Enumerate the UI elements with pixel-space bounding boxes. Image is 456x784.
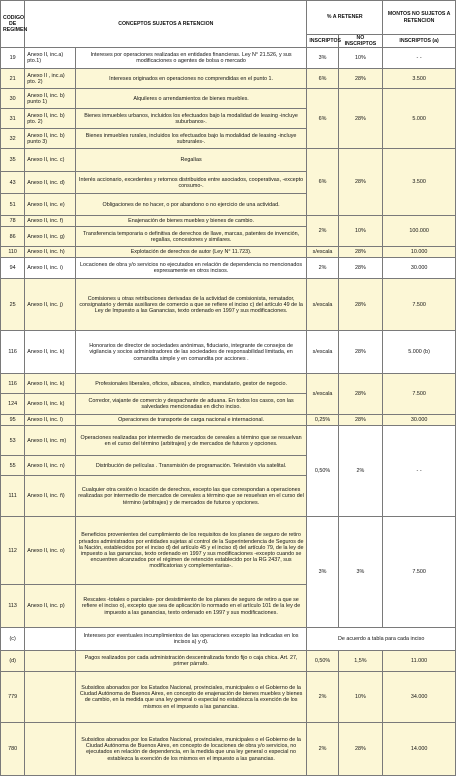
row-code: 111 bbox=[1, 476, 25, 517]
row-ref bbox=[25, 628, 76, 651]
row-monto: 11.000 bbox=[383, 651, 456, 672]
row-ref: Anexo II, inc. b) punto 3) bbox=[25, 129, 76, 149]
header-inscriptos-a: INSCRIPTOS (a) bbox=[383, 35, 456, 48]
row-no-inscriptos: 28% bbox=[338, 258, 382, 279]
row-code: 32 bbox=[1, 129, 25, 149]
row-concept: Beneficios provenientes del cumplimiento de los requisitos de los planes de seguro de retiro privados administrados por entidades sujetas al control de la Superintendencia de Seguros de la Nación, establecidos por el inciso d) del artículo 45 y el inciso d) del artículo 79, de la ley de impuesto a las ganancias, texto ordenado en 1997 y sus modificaciones -excepto cuando se encuentren alcanzados por el régimen de retención establecido por la RG 2437, sus modificatorias y complementarias-. bbox=[75, 517, 307, 585]
group-fg-no-inscriptos: 10% bbox=[338, 216, 382, 247]
row-concept: Comisiones u otras retribuciones derivadas de la actividad de comisionista, rematador, consignatario y demás auxiliares de comercio a que se refiere el inciso c) del artículo 49 de la Ley de Impuesto a las Ganancias, texto ordenado en 1997 y sus modificaciones. bbox=[75, 279, 307, 331]
row-concept: Intereses por operaciones realizadas en entidades financieras. Ley N° 21.526, y sus modificaciones o agentes de bolsa o mercado bbox=[75, 48, 307, 69]
row-ref: Anexo II, inc. ñ) bbox=[25, 476, 76, 517]
row-ref bbox=[25, 672, 76, 723]
row-concept: Locaciones de obra y/o servicios no ejecutados en relación de dependencia no mencionados expresamente en otros incisos. bbox=[75, 258, 307, 279]
row-concept: Distribución de películas . Transmisión de programación. Televisión vía satelital. bbox=[75, 456, 307, 476]
row-concept: Enajenación de bienes muebles y bienes de cambio. bbox=[75, 216, 307, 227]
table-row bbox=[1, 723, 456, 776]
row-monto: 5.000 (b) bbox=[383, 331, 456, 374]
row-concept: Operaciones de transporte de carga nacional e internacional. bbox=[75, 415, 307, 426]
row-concept: Intereses originados en operaciones no comprendidas en el punto 1. bbox=[75, 69, 307, 89]
row-code: 116 bbox=[1, 374, 25, 394]
header-conceptos: CONCEPTOS SUJETOS A RETENCION bbox=[25, 1, 307, 48]
group-op-inscriptos: 3% bbox=[307, 517, 338, 628]
group-b-no-inscriptos: 28% bbox=[338, 89, 382, 149]
header-codigo: CODIGO DE REGIMEN bbox=[1, 1, 25, 48]
table-row bbox=[1, 89, 456, 109]
row-ref bbox=[25, 651, 76, 672]
group-k-no-inscriptos: 28% bbox=[338, 374, 382, 415]
row-no-inscriptos: 10% bbox=[338, 48, 382, 69]
row-code: 779 bbox=[1, 672, 25, 723]
row-code: 94 bbox=[1, 258, 25, 279]
group-cde-inscriptos: 6% bbox=[307, 149, 338, 216]
row-concept: Subsidios abonados por los Estados Nacional, provinciales, municipales o el Gobierno de la Ciudad Autónoma de Buenos Aires, en concepto de enajenación de bienes muebles y bienes de cambio, en la medida que una ley general o especial no establezca la exención de los mismos en el impuesto a las ganancias. bbox=[75, 672, 307, 723]
row-code: 110 bbox=[1, 247, 25, 258]
row-code: 116 bbox=[1, 331, 25, 374]
row-ref: Anexo II, inc. k) bbox=[25, 374, 76, 394]
row-ref: Anexo II, inc. m) bbox=[25, 426, 76, 456]
table-row bbox=[1, 415, 456, 426]
row-code: 53 bbox=[1, 426, 25, 456]
group-fg-monto: 100.000 bbox=[383, 216, 456, 247]
row-concept: Honorarios de director de sociedades anónimas, fiduciario, integrante de consejos de vigilancia y socios administradores de las sociedades de responsabilidad limitada, en comandita simple y en comandita por acciones . bbox=[75, 331, 307, 374]
table-row bbox=[1, 279, 456, 331]
table-row bbox=[1, 651, 456, 672]
row-monto: 34.000 bbox=[383, 672, 456, 723]
table-row bbox=[1, 69, 456, 89]
row-code: (c) bbox=[1, 628, 25, 651]
group-k-monto: 7.500 bbox=[383, 374, 456, 415]
row-concept: Rescates -totales o parciales- por desistimiento de los planes de seguro de retiro a que se refiere el inciso o), excepto que sea de aplicación lo normado en el artículo 101 de la ley de impuesto a las ganancias, texto ordenado en 1997 y sus modificaciones. bbox=[75, 585, 307, 628]
table-row bbox=[1, 247, 456, 258]
row-code: 113 bbox=[1, 585, 25, 628]
row-concept: Explotación de derechos de autor (Ley N° 11.723). bbox=[75, 247, 307, 258]
row-code: 124 bbox=[1, 394, 25, 415]
row-ref: Anexo II, inc. o) bbox=[25, 517, 76, 585]
row-code: (d) bbox=[1, 651, 25, 672]
table-row bbox=[1, 48, 456, 69]
header-montos: MONTOS NO SUJETOS A RETENCION bbox=[383, 1, 456, 35]
row-code: 25 bbox=[1, 279, 25, 331]
group-op-monto: 7.500 bbox=[383, 517, 456, 628]
row-monto: 30.000 bbox=[383, 415, 456, 426]
row-no-inscriptos: 28% bbox=[338, 415, 382, 426]
row-code: 43 bbox=[1, 172, 25, 194]
row-no-inscriptos: 10% bbox=[338, 672, 382, 723]
group-mn-inscriptos: 0,50% bbox=[307, 426, 338, 517]
row-inscriptos: s/escala bbox=[307, 279, 338, 331]
group-cde-no-inscriptos: 28% bbox=[338, 149, 382, 216]
row-inscriptos: 2% bbox=[307, 672, 338, 723]
row-inscriptos: 3% bbox=[307, 48, 338, 69]
row-concept: Interés accionario, excedentes y retornos distribuidos entre asociados, cooperativas, -excepto consumo-. bbox=[75, 172, 307, 194]
row-inscriptos: 6% bbox=[307, 69, 338, 89]
row-concept: Intereses por eventuales incumplimientos de las operaciones excepto las indicadas en los incisos a) y d). bbox=[75, 628, 307, 651]
group-op-no-inscriptos: 3% bbox=[338, 517, 382, 628]
row-code: 30 bbox=[1, 89, 25, 109]
row-code: 78 bbox=[1, 216, 25, 227]
row-ref: Anexo II, inc. d) bbox=[25, 172, 76, 194]
row-concept: Profesionales liberales, oficios, albacea, síndico, mandatario, gestor de negocio. bbox=[75, 374, 307, 394]
header-pct-retener: % A RETENER bbox=[307, 1, 383, 35]
row-monto: 10.000 bbox=[383, 247, 456, 258]
row-monto: 14.000 bbox=[383, 723, 456, 776]
row-code: 112 bbox=[1, 517, 25, 585]
row-no-inscriptos: 28% bbox=[338, 279, 382, 331]
row-inscriptos: s/escala bbox=[307, 247, 338, 258]
group-b-monto: 5.000 bbox=[383, 89, 456, 149]
row-concept: Alquileres o arrendamientos de bienes muebles. bbox=[75, 89, 307, 109]
row-monto: 3.500 bbox=[383, 69, 456, 89]
row-ref: Anexo II, inc. j) bbox=[25, 279, 76, 331]
row-inscriptos: 2% bbox=[307, 258, 338, 279]
row-ref: Anexo II, inc. k) bbox=[25, 331, 76, 374]
row-ref: Anexo II, inc.a) pto.1) bbox=[25, 48, 76, 69]
table-row bbox=[1, 517, 456, 585]
row-code: 55 bbox=[1, 456, 25, 476]
row-ref: Anexo II, inc. c) bbox=[25, 149, 76, 172]
row-concept: Cualquier otra cesión o locación de derechos, excepto las que correspondan a operaciones realizadas por intermedio de mercados de cereales a término que se resuelvan en el curso del término (arbitrajes) y de mercados de futuros y opciones. bbox=[75, 476, 307, 517]
row-concept: Bienes inmuebles urbanos, incluidos los efectuados bajo la modalidad de leasing -incluye suburbanos-. bbox=[75, 109, 307, 129]
row-code: 35 bbox=[1, 149, 25, 172]
row-ref: Anexo II, inc. k) bbox=[25, 394, 76, 415]
row-ref: Anexo II, inc. p) bbox=[25, 585, 76, 628]
row-monto: 30.000 bbox=[383, 258, 456, 279]
row-ref: Anexo II , inc.a) pto. 2) bbox=[25, 69, 76, 89]
row-ref: Anexo II, inc. b) punto 1) bbox=[25, 89, 76, 109]
header-no-inscriptos: NO INSCRIPTOS bbox=[338, 35, 382, 48]
header-inscriptos: INSCRIPTOS bbox=[307, 35, 338, 48]
group-k-inscriptos: s/escala bbox=[307, 374, 338, 415]
group-fg-inscriptos: 2% bbox=[307, 216, 338, 247]
row-concept: Subsidios abonados por los Estados Nacional, provinciales, municipales o el Gobierno de la Ciudad Autónoma de Buenos Aires, en concepto de locaciones de obra y/o servicios, no ejecutados en relación de dependencia, en la medida que una ley general o especial no establezca la exención de los mismos en el impuesto a las ganancias. bbox=[75, 723, 307, 776]
group-cde-monto: 3.500 bbox=[383, 149, 456, 216]
row-ref: Anexo II, inc. i) bbox=[25, 258, 76, 279]
group-b-inscriptos: 6% bbox=[307, 89, 338, 149]
row-ref: Anexo II, inc. f) bbox=[25, 216, 76, 227]
table-row bbox=[1, 216, 456, 227]
row-concept: Operaciones realizadas por intermedio de mercados de cereales a término que se resuelvan en el curso del término (arbitrajes) y de mercados de futuros y opciones. bbox=[75, 426, 307, 456]
table-row bbox=[1, 258, 456, 279]
row-code: 95 bbox=[1, 415, 25, 426]
table-row bbox=[1, 672, 456, 723]
row-monto: - - bbox=[383, 48, 456, 69]
row-no-inscriptos: 1,5% bbox=[338, 651, 382, 672]
row-code: 51 bbox=[1, 194, 25, 216]
group-mn-monto: - - bbox=[383, 426, 456, 517]
row-inscriptos: 2% bbox=[307, 723, 338, 776]
row-ref: Anexo II, inc. b) pto. 2) bbox=[25, 109, 76, 129]
row-ref: Anexo II, inc. n) bbox=[25, 456, 76, 476]
row-inscriptos: 0,25% bbox=[307, 415, 338, 426]
row-inscriptos: 0,50% bbox=[307, 651, 338, 672]
row-concept: Regalías bbox=[75, 149, 307, 172]
row-merged-note: De acuerdo a tabla para cada inciso bbox=[307, 628, 456, 651]
row-no-inscriptos: 28% bbox=[338, 723, 382, 776]
row-no-inscriptos: 28% bbox=[338, 69, 382, 89]
row-code: 780 bbox=[1, 723, 25, 776]
row-inscriptos: s/escala bbox=[307, 331, 338, 374]
row-code: 86 bbox=[1, 227, 25, 247]
row-concept: Bienes inmuebles rurales, incluidos los efectuados bajo la modalidad de leasing -incluye subrurales-. bbox=[75, 129, 307, 149]
row-no-inscriptos: 28% bbox=[338, 331, 382, 374]
table-row bbox=[1, 426, 456, 456]
row-no-inscriptos: 28% bbox=[338, 247, 382, 258]
row-ref: Anexo II, inc. g) bbox=[25, 227, 76, 247]
row-monto: 7.500 bbox=[383, 279, 456, 331]
row-ref: Anexo II, inc. l) bbox=[25, 415, 76, 426]
table-row bbox=[1, 374, 456, 394]
row-ref: Anexo II, inc. e) bbox=[25, 194, 76, 216]
table-row bbox=[1, 149, 456, 172]
row-concept: Obligaciones de no hacer, o por abandono o no ejercicio de una actividad. bbox=[75, 194, 307, 216]
row-concept: Transferencia temporaria o definitiva de derechos de llave, marcas, patentes de invención, regalías, concesiones y similares. bbox=[75, 227, 307, 247]
group-mn-no-inscriptos: 2% bbox=[338, 426, 382, 517]
table-row bbox=[1, 628, 456, 651]
row-concept: Pagos realizados por cada administración descentralizada fondo fijo o caja chica. Art. 27, primer párrafo. bbox=[75, 651, 307, 672]
row-code: 21 bbox=[1, 69, 25, 89]
row-code: 31 bbox=[1, 109, 25, 129]
table-row bbox=[1, 331, 456, 374]
row-ref: Anexo II, inc. h) bbox=[25, 247, 76, 258]
row-ref bbox=[25, 723, 76, 776]
row-concept: Corredor, viajante de comercio y despachante de aduana. En todos los casos, con las salvedades mencionadas en dicho inciso. bbox=[75, 394, 307, 415]
row-code: 19 bbox=[1, 48, 25, 69]
